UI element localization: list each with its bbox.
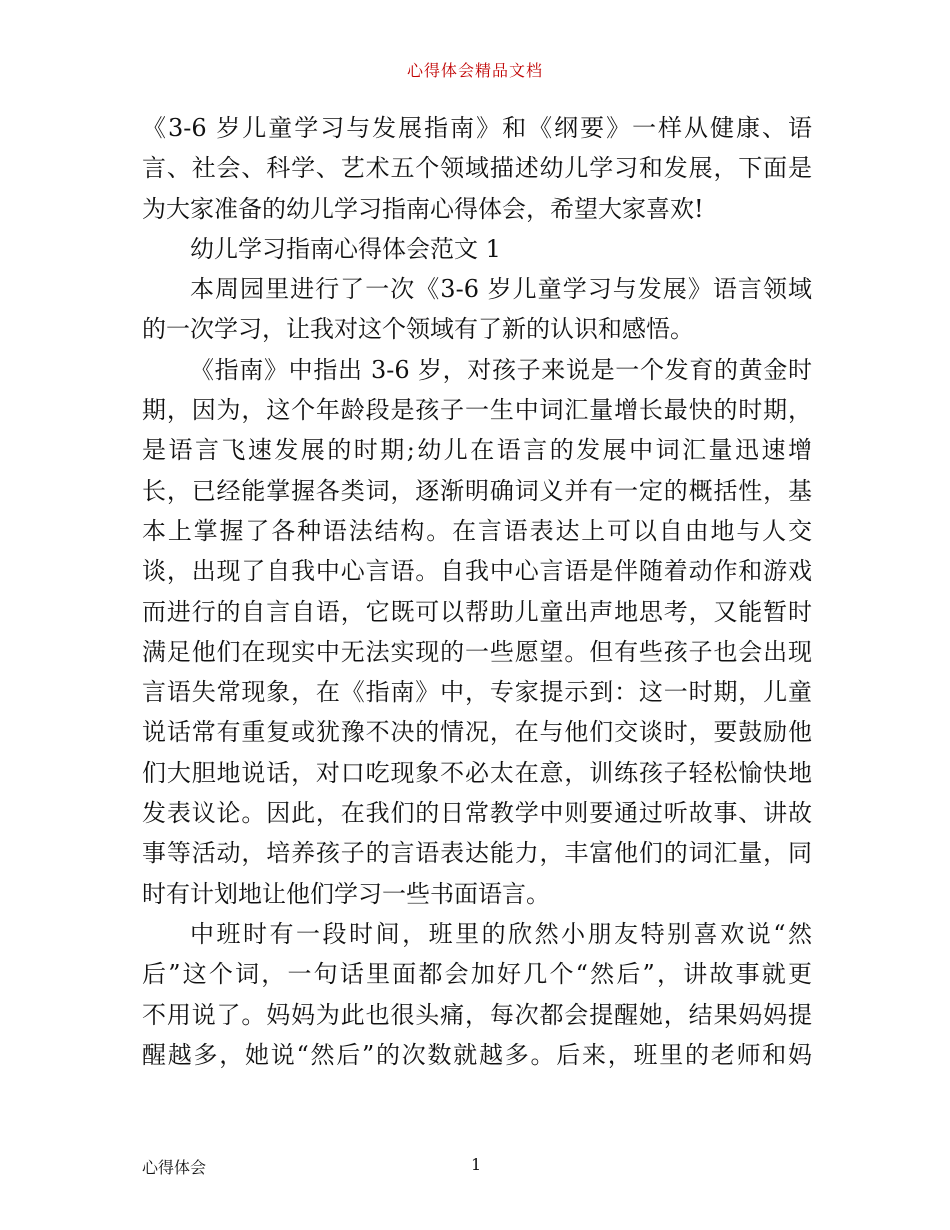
body-line: 中班时有一段时间，班里的欣然小朋友特别喜欢说“然 <box>190 919 812 948</box>
body-line: 们大胆地说话，对口吃现象不必太在意，训练孩子轻松愉快地 <box>142 758 812 787</box>
body-line: 为大家准备的幼儿学习指南心得体会，希望大家喜欢! <box>142 194 704 223</box>
body-line: 言、社会、科学、艺术五个领域描述幼儿学习和发展，下面是 <box>142 154 812 183</box>
body-line: 本周园里进行了一次《3-6 岁儿童学习与发展》语言领域 <box>190 275 812 304</box>
footer-label: 心得体会 <box>142 1158 207 1177</box>
body-line: 本上掌握了各种语法结构。在言语表达上可以自由地与人交 <box>142 516 812 545</box>
body-line: 长，已经能掌握各类词，逐渐明确词义并有一定的概括性，基 <box>142 476 812 505</box>
body-line: 发表议论。因此，在我们的日常教学中则要通过听故事、讲故 <box>142 799 812 828</box>
page-header-title: 心得体会精品文档 <box>406 61 543 80</box>
body-line: 而进行的自言自语，它既可以帮助儿童出声地思考，又能暂时 <box>142 597 812 626</box>
body-line: 言语失常现象，在《指南》中，专家提示到：这一时期，儿童 <box>142 678 812 707</box>
body-line: 后”这个词，一句话里面都会加好几个“然后”，讲故事就更 <box>142 960 812 989</box>
page-number: 1 <box>471 1155 482 1174</box>
body-line: 《3-6 岁儿童学习与发展指南》和《纲要》一样从健康、语 <box>142 114 812 142</box>
section-heading: 幼儿学习指南心得体会范文 1 <box>190 234 501 263</box>
body-line: 《指南》中指出 3-6 岁，对孩子来说是一个发育的黄金时 <box>190 355 812 384</box>
body-line: 时有计划地让他们学习一些书面语言。 <box>142 879 550 908</box>
body-line: 谈，出现了自我中心言语。自我中心言语是伴随着动作和游戏 <box>142 557 812 586</box>
body-line: 事等活动，培养孩子的言语表达能力，丰富他们的词汇量，同 <box>142 839 812 868</box>
body-line: 的一次学习，让我对这个领域有了新的认识和感悟。 <box>142 315 694 344</box>
body-line: 期，因为，这个年龄段是孩子一生中词汇量增长最快的时期， <box>142 396 812 425</box>
document-body <box>142 108 812 1075</box>
body-line: 醒越多，她说“然后”的次数就越多。后来，班里的老师和妈 <box>142 1040 812 1069</box>
body-line: 满足他们在现实中无法实现的一些愿望。但有些孩子也会出现 <box>142 637 812 666</box>
body-line: 说话常有重复或犹豫不决的情况，在与他们交谈时，要鼓励他 <box>142 718 812 747</box>
body-line: 不用说了。妈妈为此也很头痛，每次都会提醒她，结果妈妈提 <box>142 1000 812 1029</box>
body-line: 是语言飞速发展的时期;幼儿在语言的发展中词汇量迅速增 <box>142 436 812 465</box>
